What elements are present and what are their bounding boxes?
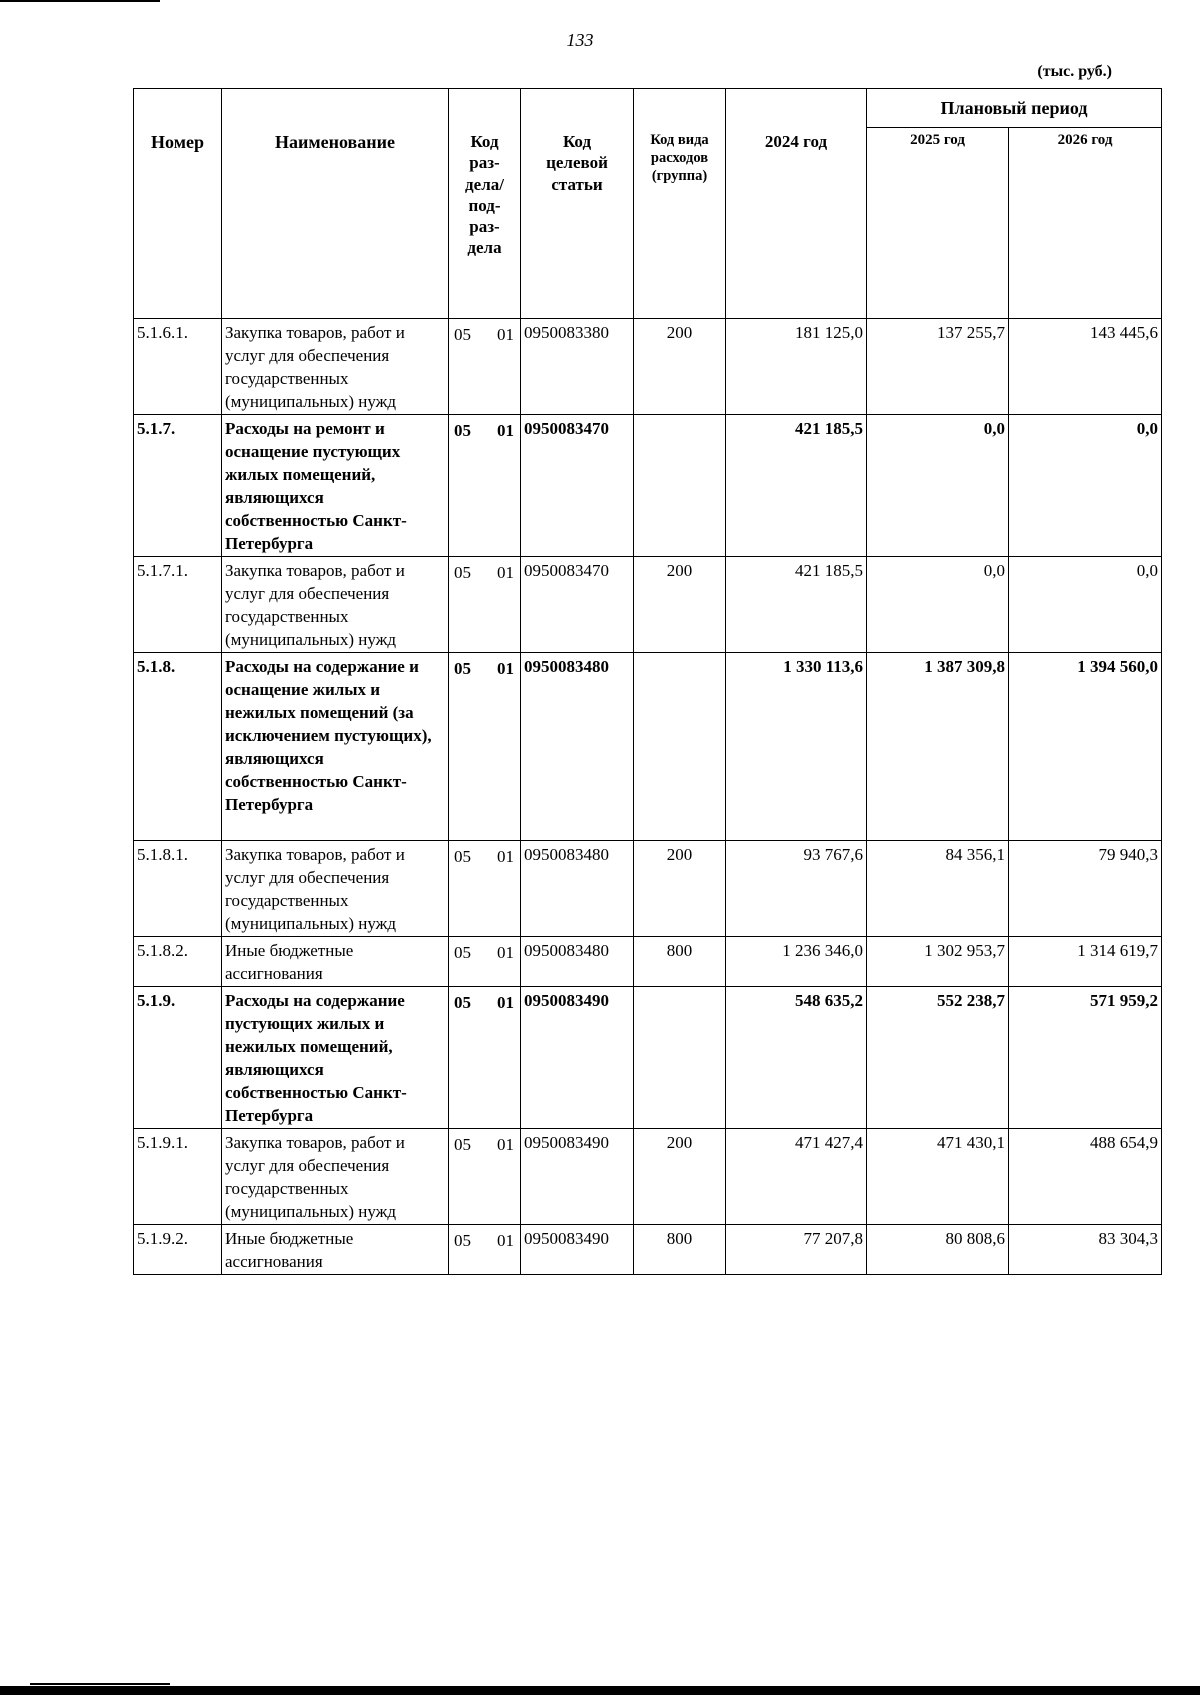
row-target-code: 0950083480 <box>521 653 634 841</box>
row-razdel: 05 <box>454 421 471 440</box>
row-razdel: 05 <box>454 847 471 866</box>
row-razdel: 05 <box>454 659 471 678</box>
row-2026-value: 488 654,9 <box>1009 1129 1162 1225</box>
row-2025-value: 552 238,7 <box>867 987 1009 1129</box>
table-row <box>134 937 1162 987</box>
row-name: Закупка товаров, работ и услуг для обеспечения государственных (муниципальных) нужд <box>222 1129 449 1225</box>
row-podrazdel: 01 <box>497 421 514 440</box>
row-2025-value: 1 387 309,8 <box>867 653 1009 841</box>
row-section-code <box>449 653 521 841</box>
header-plan-period: Плановый период <box>867 89 1162 128</box>
row-2026-value: 1 394 560,0 <box>1009 653 1162 841</box>
row-podrazdel: 01 <box>497 847 514 866</box>
row-number: 5.1.8.1. <box>134 841 222 937</box>
row-section-code <box>449 557 521 653</box>
row-name: Закупка товаров, работ и услуг для обеспечения государственных (муниципальных) нужд <box>222 841 449 937</box>
row-podrazdel: 01 <box>497 993 514 1012</box>
row-2026-value: 79 940,3 <box>1009 841 1162 937</box>
row-name: Закупка товаров, работ и услуг для обеспечения государственных (муниципальных) нужд <box>222 557 449 653</box>
row-number: 5.1.9. <box>134 987 222 1129</box>
row-2025-value: 1 302 953,7 <box>867 937 1009 987</box>
row-razdel: 05 <box>454 993 471 1012</box>
table-row <box>134 557 1162 653</box>
row-number: 5.1.7. <box>134 415 222 557</box>
row-2024-value: 181 125,0 <box>726 319 867 415</box>
row-target-code: 0950083480 <box>521 841 634 937</box>
units-label: (тыс. руб.) <box>1037 63 1112 80</box>
row-section-code <box>449 319 521 415</box>
row-2026-value: 1 314 619,7 <box>1009 937 1162 987</box>
header-name: Наименование <box>222 89 449 319</box>
header-2026: 2026 год <box>1009 128 1162 319</box>
row-podrazdel: 01 <box>497 659 514 678</box>
row-2025-value: 471 430,1 <box>867 1129 1009 1225</box>
header-nomer: Номер <box>134 89 222 319</box>
row-2024-value: 471 427,4 <box>726 1129 867 1225</box>
row-name: Расходы на содержание пустующих жилых и нежилых помещений, являющихся собственностью Санкт-Петербурга <box>222 987 449 1129</box>
row-2025-value: 0,0 <box>867 415 1009 557</box>
header-razdel <box>449 89 521 319</box>
table-row <box>134 1225 1162 1275</box>
row-number: 5.1.7.1. <box>134 557 222 653</box>
row-2025-value: 137 255,7 <box>867 319 1009 415</box>
row-target-code: 0950083490 <box>521 1129 634 1225</box>
row-number: 5.1.9.1. <box>134 1129 222 1225</box>
row-podrazdel: 01 <box>497 1135 514 1154</box>
header-kind-label: Код вида расходов (группа) <box>650 132 709 185</box>
bottom-band <box>0 1686 1200 1695</box>
row-kind-code <box>634 987 726 1129</box>
row-target-code: 0950083470 <box>521 415 634 557</box>
row-section-code <box>449 937 521 987</box>
table-row <box>134 987 1162 1129</box>
row-name: Расходы на ремонт и оснащение пустующих жилых помещений, являющихся собственностью Санкт-Петербурга <box>222 415 449 557</box>
table-body <box>134 319 1162 1275</box>
table-row <box>134 841 1162 937</box>
row-number: 5.1.6.1. <box>134 319 222 415</box>
row-podrazdel: 01 <box>497 943 514 962</box>
header-target <box>521 89 634 319</box>
row-section-code <box>449 987 521 1129</box>
row-2026-value: 143 445,6 <box>1009 319 1162 415</box>
row-kind-code: 200 <box>634 319 726 415</box>
row-number: 5.1.9.2. <box>134 1225 222 1275</box>
row-podrazdel: 01 <box>497 325 514 344</box>
table-row <box>134 653 1162 841</box>
header-kind <box>634 89 726 319</box>
row-2024-value: 421 185,5 <box>726 557 867 653</box>
row-section-code <box>449 1225 521 1275</box>
row-target-code: 0950083490 <box>521 1225 634 1275</box>
row-target-code: 0950083380 <box>521 319 634 415</box>
row-kind-code: 200 <box>634 841 726 937</box>
row-2024-value: 548 635,2 <box>726 987 867 1129</box>
budget-table <box>133 88 1162 1275</box>
page-number: 133 <box>566 30 594 50</box>
row-2024-value: 1 236 346,0 <box>726 937 867 987</box>
row-section-code <box>449 1129 521 1225</box>
row-2024-value: 1 330 113,6 <box>726 653 867 841</box>
table-row <box>134 1129 1162 1225</box>
row-razdel: 05 <box>454 943 471 962</box>
row-podrazdel: 01 <box>497 563 514 582</box>
row-name: Закупка товаров, работ и услуг для обеспечения государственных (муниципальных) нужд <box>222 319 449 415</box>
header-2025: 2025 год <box>867 128 1009 319</box>
row-razdel: 05 <box>454 325 471 344</box>
row-2026-value: 0,0 <box>1009 557 1162 653</box>
header-target-label: Код целевой статьи <box>546 132 608 194</box>
row-kind-code <box>634 415 726 557</box>
row-2024-value: 421 185,5 <box>726 415 867 557</box>
row-2026-value: 571 959,2 <box>1009 987 1162 1129</box>
bottom-line <box>30 1683 170 1685</box>
row-2026-value: 83 304,3 <box>1009 1225 1162 1275</box>
row-number: 5.1.8. <box>134 653 222 841</box>
row-target-code: 0950083470 <box>521 557 634 653</box>
row-2026-value: 0,0 <box>1009 415 1162 557</box>
row-2025-value: 84 356,1 <box>867 841 1009 937</box>
row-kind-code: 200 <box>634 557 726 653</box>
table-row <box>134 319 1162 415</box>
row-razdel: 05 <box>454 1231 471 1250</box>
row-kind-code: 800 <box>634 937 726 987</box>
row-kind-code: 800 <box>634 1225 726 1275</box>
row-razdel: 05 <box>454 563 471 582</box>
row-2024-value: 77 207,8 <box>726 1225 867 1275</box>
top-rule <box>0 0 160 2</box>
row-section-code <box>449 841 521 937</box>
table-row <box>134 415 1162 557</box>
row-podrazdel: 01 <box>497 1231 514 1250</box>
row-section-code <box>449 415 521 557</box>
row-name: Иные бюджетные ассигнования <box>222 937 449 987</box>
header-razdel-label: Код раз-дела/ под-раз-дела <box>465 132 504 258</box>
row-kind-code: 200 <box>634 1129 726 1225</box>
header-2024: 2024 год <box>726 89 867 319</box>
row-target-code: 0950083480 <box>521 937 634 987</box>
row-name: Расходы на содержание и оснащение жилых и нежилых помещений (за исключением пустующих), являющихся собственностью Санкт-Петербурга <box>222 653 449 841</box>
row-number: 5.1.8.2. <box>134 937 222 987</box>
row-2024-value: 93 767,6 <box>726 841 867 937</box>
row-2025-value: 80 808,6 <box>867 1225 1009 1275</box>
row-kind-code <box>634 653 726 841</box>
row-2025-value: 0,0 <box>867 557 1009 653</box>
row-razdel: 05 <box>454 1135 471 1154</box>
row-target-code: 0950083490 <box>521 987 634 1129</box>
row-name: Иные бюджетные ассигнования <box>222 1225 449 1275</box>
